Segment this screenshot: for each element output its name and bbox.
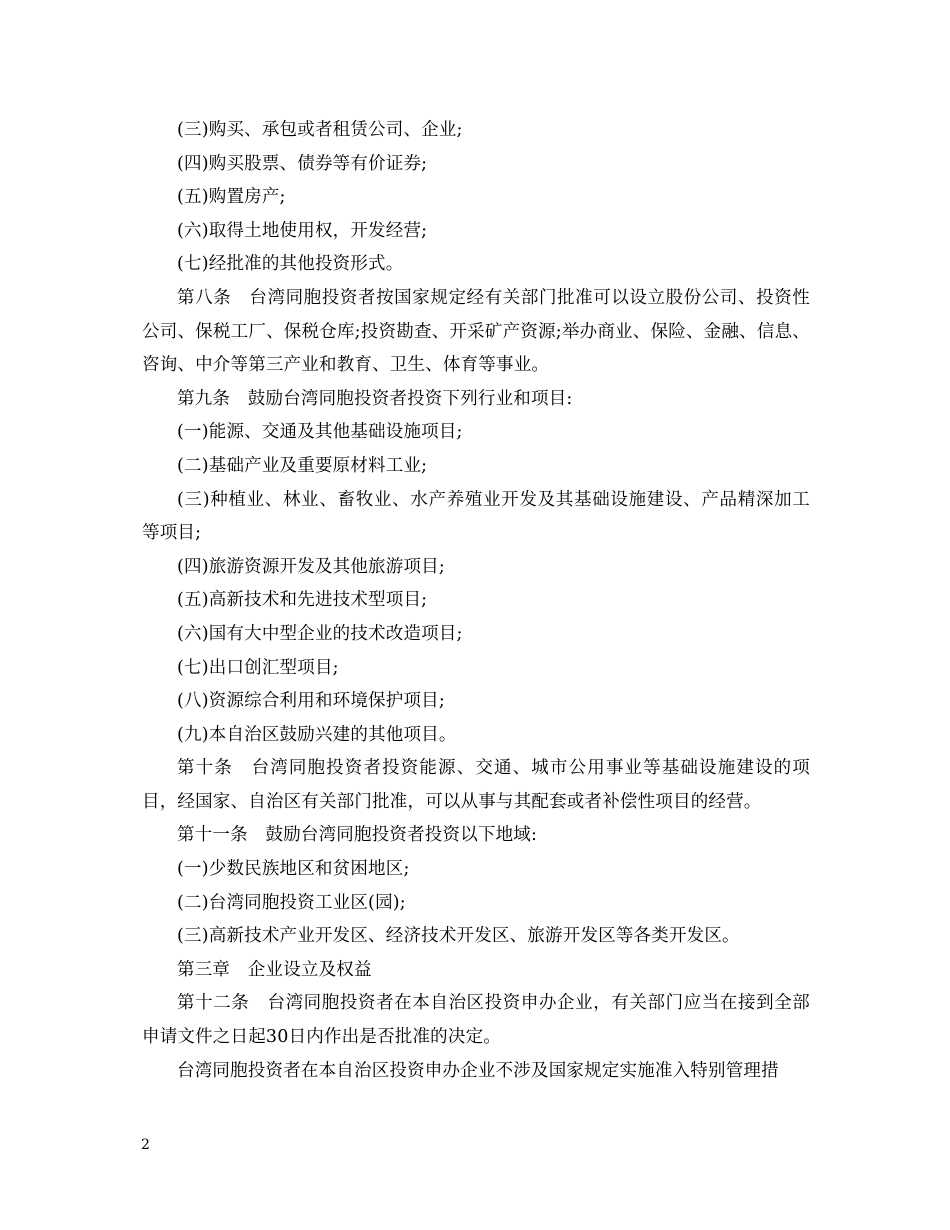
list-item-state-enterprise: (六)国有大中型企业的技术改造项目; xyxy=(177,623,463,644)
article-11: 第十一条 鼓励台湾同胞投资者投资以下地域: xyxy=(177,825,538,846)
list-item-purchase-lease: (三)购买、承包或者租赁公司、企业; xyxy=(177,120,463,140)
article-9: 第九条 鼓励台湾同胞投资者投资下列行业和项目: xyxy=(177,388,573,409)
list-item-real-estate: (五)购置房产; xyxy=(177,187,286,208)
page-number: 2 xyxy=(141,1137,150,1153)
list-item-export: (七)出口创汇型项目; xyxy=(177,657,339,678)
list-item-environment: (八)资源综合利用和环境保护项目; xyxy=(177,691,445,712)
list-item-agriculture: (三)种植业、林业、畜牧业、水产养殖业开发及其基础设施建设、产品精深加工等项目; xyxy=(142,489,810,544)
list-item-industrial-park: (二)台湾同胞投资工业区(园); xyxy=(177,892,406,913)
list-item-energy-transport: (一)能源、交通及其他基础设施项目; xyxy=(177,422,463,443)
list-item-securities: (四)购买股票、债券等有价证券; xyxy=(177,153,428,174)
list-item-other-projects: (九)本自治区鼓励兴建的其他项目。 xyxy=(177,724,457,745)
list-item-land-use: (六)取得土地使用权，开发经营; xyxy=(177,220,428,241)
article-12-continuation: 台湾同胞投资者在本自治区投资申办企业不涉及国家规定实施准入特别管理措 xyxy=(177,1060,779,1081)
list-item-minority-areas: (一)少数民族地区和贫困地区; xyxy=(177,859,410,880)
chapter-3-heading: 第三章 企业设立及权益 xyxy=(177,959,372,980)
article-10: 第十条 台湾同胞投资者投资能源、交通、城市公用事业等基础设施建设的项目，经国家、自治区有关部门批准，可以从事与其配套或者补偿性项目的经营。 xyxy=(142,758,810,812)
article-12: 第十二条 台湾同胞投资者在本自治区投资申办企业，有关部门应当在接到全部申请文件之日起30日内作出是否批准的决定。 xyxy=(142,993,810,1048)
list-item-high-tech: (五)高新技术和先进技术型项目; xyxy=(177,590,428,611)
list-item-tourism: (四)旅游资源开发及其他旅游项目; xyxy=(177,556,445,577)
list-item-other-forms: (七)经批准的其他投资形式。 xyxy=(177,254,404,275)
list-item-basic-industry: (二)基础产业及重要原材料工业; xyxy=(177,455,428,476)
document-body xyxy=(142,114,810,1088)
article-8: 第八条 台湾同胞投资者按国家规定经有关部门批准可以设立股份公司、投资性公司、保税工厂、保税仓库;投资勘查、开采矿产资源;举办商业、保险、金融、信息、咨询、中介等第三产业和教育、卫生、体育等事业。 xyxy=(142,287,810,376)
list-item-development-zones: (三)高新技术产业开发区、经济技术开发区、旅游开发区等各类开发区。 xyxy=(177,926,740,947)
